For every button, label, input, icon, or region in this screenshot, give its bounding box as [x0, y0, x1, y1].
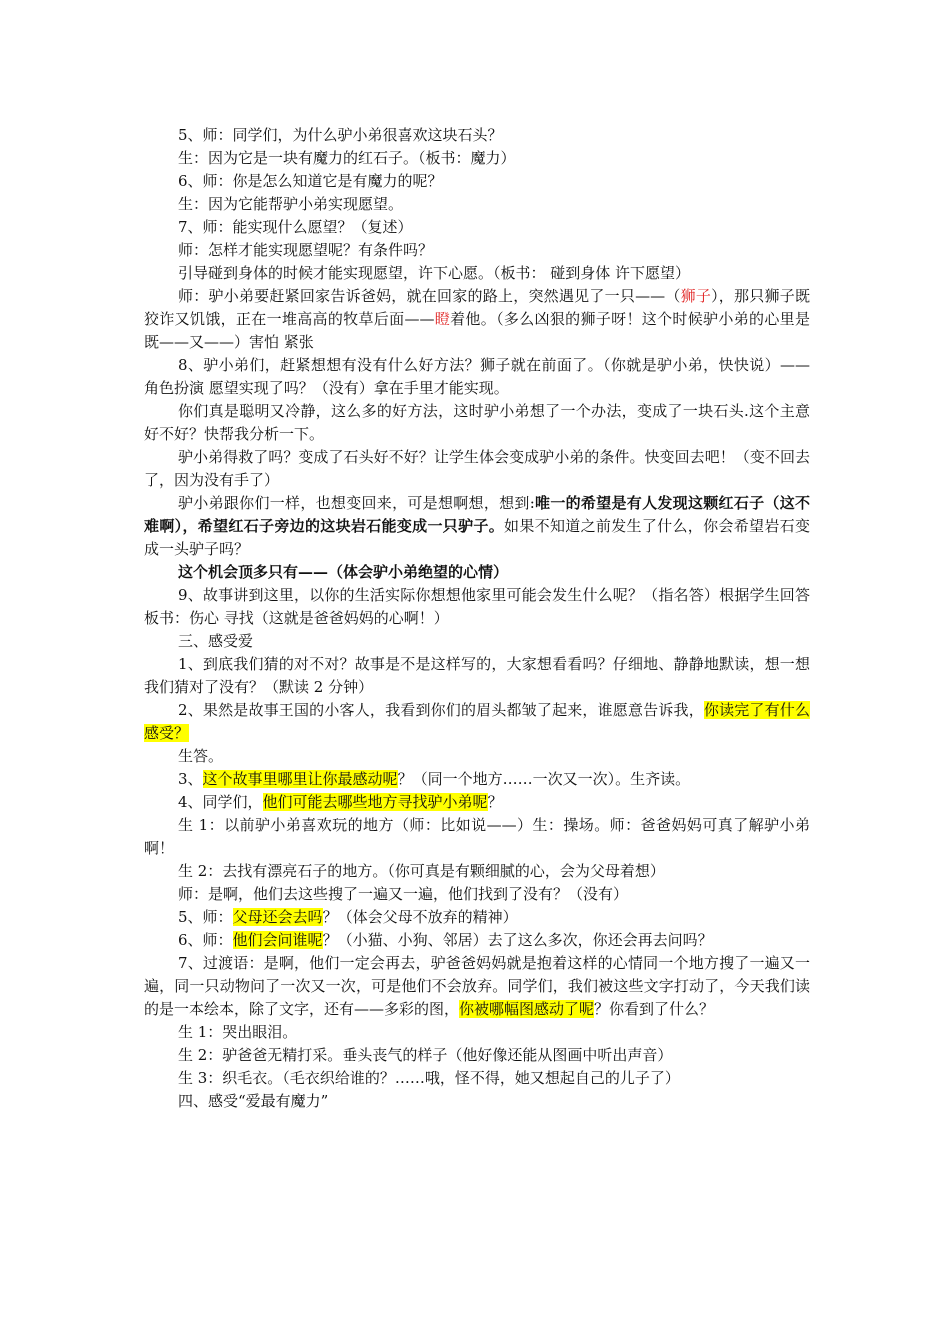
paragraph [144, 492, 810, 561]
text-run: 生 2：去找有漂亮石子的地方。（你可真是有颗细腻的心，会为父母着想） [178, 862, 665, 880]
text-run: ？（同一个地方……一次又一次）。生齐读。 [397, 770, 691, 788]
text-run: 驴小弟跟你们一样，也想变回来，可是想啊想，想到: [178, 494, 535, 512]
text-run: 2、果然是故事王国的小客人，我看到你们的眉头都皱了起来，谁愿意告诉我， [178, 701, 704, 719]
paragraph [144, 860, 810, 883]
red-text: 狮子 [680, 287, 712, 305]
bold-text: 这个机会顶多只有——（体会驴小弟绝望的心情） [178, 563, 509, 581]
text-run: 5、师： [178, 908, 233, 926]
text-run: 6、师：你是怎么知道它是有魔力的呢？ [178, 172, 443, 190]
text-run: ？（体会父母不放弃的精神） [322, 908, 518, 926]
text-run: ），那只狮子既狡诈又饥饿，正在一堆高高的牧草后面—— [144, 287, 810, 328]
text-run: 生 2：驴爸爸无精打采。垂头丧气的样子（他好像还能从图画中听出声音） [178, 1046, 673, 1064]
red-text: 瞪 [434, 310, 451, 328]
highlight-text: 父母还会去吗 [232, 908, 323, 926]
text-run: ？ [487, 793, 503, 811]
highlight-text: 你被哪幅图感动了呢 [459, 1000, 595, 1018]
paragraph [144, 883, 810, 906]
text-run: 5、师：同学们，为什么驴小弟很喜欢这块石头？ [178, 126, 503, 144]
text-run: ？（小猫、小狗、邻居）去了这么多次，你还会再去问吗？ [322, 931, 713, 949]
paragraph [144, 354, 810, 400]
text-run: 生 1：哭出眼泪。 [178, 1023, 298, 1041]
paragraph [144, 791, 810, 814]
paragraph [144, 653, 810, 699]
text-run: 4、同学们， [178, 793, 263, 811]
paragraph [144, 170, 810, 193]
text-run: 7、过渡语：是啊，他们一定会再去，驴爸爸妈妈就是抱着这样的心情同一个地方搜了一遍又一遍，同一只动物问了一次又一次，可是他们不会放弃。同学们，我们被这些文字打动了，今天我们读的是一本绘本，除了文字，还有——多彩的图， [144, 954, 810, 1018]
text-run: 7、师：能实现什么愿望？（复述） [178, 218, 413, 236]
highlight-text: 这个故事里哪里让你最感动呢 [202, 770, 398, 788]
paragraph [144, 630, 810, 653]
paragraph [144, 1044, 810, 1067]
paragraph [144, 768, 810, 791]
paragraph [144, 561, 810, 584]
bold-text: 唯一的希望是有人发现这颗红石子（这不难啊），希望红石子旁边的这块岩石能变成一只驴子。 [144, 494, 810, 535]
text-run: 师：怎样才能实现愿望呢？有条件吗？ [178, 241, 434, 259]
text-run: 8、驴小弟们，赶紧想想有没有什么好方法？狮子就在前面了。（你就是驴小弟，快快说）——角色扮演 愿望实现了吗？（没有）拿在手里才能实现。 [144, 356, 810, 397]
paragraph [144, 193, 810, 216]
document-body [144, 124, 810, 1113]
text-run: 师：是啊，他们去这些搜了一遍又一遍，他们找到了没有？（没有） [178, 885, 629, 903]
paragraph [144, 216, 810, 239]
highlight-text: 他们会问谁呢 [232, 931, 323, 949]
text-run: 3、 [178, 770, 203, 788]
text-run: 生：因为它是一块有魔力的红石子。（板书：魔力） [178, 149, 516, 167]
paragraph [144, 285, 810, 354]
text-run: 生 3：织毛衣。（毛衣织给谁的？……哦，怪不得，她又想起自己的儿子了） [178, 1069, 680, 1087]
text-run: 如果不知道之前发生了什么，你会希望岩石变成一头驴子吗？ [144, 517, 810, 558]
paragraph [144, 124, 810, 147]
text-run: 驴小弟得救了吗？变成了石头好不好？让学生体会变成驴小弟的条件。快变回去吧！（变不回去了，因为没有手了） [144, 448, 810, 489]
text-run: 引导碰到身体的时候才能实现愿望，许下心愿。（板书： 碰到身体 许下愿望） [178, 264, 691, 282]
text-run: 生：因为它能帮驴小弟实现愿望。 [178, 195, 404, 213]
paragraph [144, 1090, 810, 1113]
paragraph [144, 446, 810, 492]
text-run: 1、到底我们猜的对不对？故事是不是这样写的，大家想看看吗？仔细地、静静地默读，想一想我们猜对了没有？（默读 2 分钟） [144, 655, 810, 696]
paragraph [144, 929, 810, 952]
paragraph [144, 699, 810, 745]
text-run: 生答。 [178, 747, 224, 765]
paragraph [144, 584, 810, 630]
text-run: ？你看到了什么？ [594, 1000, 715, 1018]
text-run: 三、感受爱 [178, 632, 254, 650]
paragraph [144, 262, 810, 285]
paragraph [144, 147, 810, 170]
text-run: 你们真是聪明又冷静，这么多的好方法，这时驴小弟想了一个办法，变成了一块石头.这个主意好不好？快帮我分析一下。 [144, 402, 810, 443]
paragraph [144, 1021, 810, 1044]
highlight-text: 你读完了有什么感受？ [144, 701, 810, 742]
text-run: 四、感受“爱最有魔力” [178, 1092, 329, 1110]
paragraph [144, 952, 810, 1021]
paragraph [144, 814, 810, 860]
paragraph [144, 239, 810, 262]
paragraph [144, 400, 810, 446]
text-run: 生 1：以前驴小弟喜欢玩的地方（师：比如说——）生：操场。师：爸爸妈妈可真了解驴小弟啊！ [144, 816, 810, 857]
paragraph [144, 1067, 810, 1090]
paragraph [144, 906, 810, 929]
text-run: 师：驴小弟要赶紧回家告诉爸妈，就在回家的路上，突然遇见了一只——（ [178, 287, 681, 305]
text-run: 9、故事讲到这里，以你的生活实际你想想他家里可能会发生什么呢？（指名答）根据学生回答板书：伤心 寻找（这就是爸爸妈妈的心啊！） [144, 586, 810, 627]
text-run: 6、师： [178, 931, 233, 949]
text-run: 着他。（多么凶狠的狮子呀！这个时候驴小弟的心里是既——又——）害怕 紧张 [144, 310, 810, 351]
paragraph [144, 745, 810, 768]
highlight-text: 他们可能去哪些地方寻找驴小弟呢 [262, 793, 488, 811]
